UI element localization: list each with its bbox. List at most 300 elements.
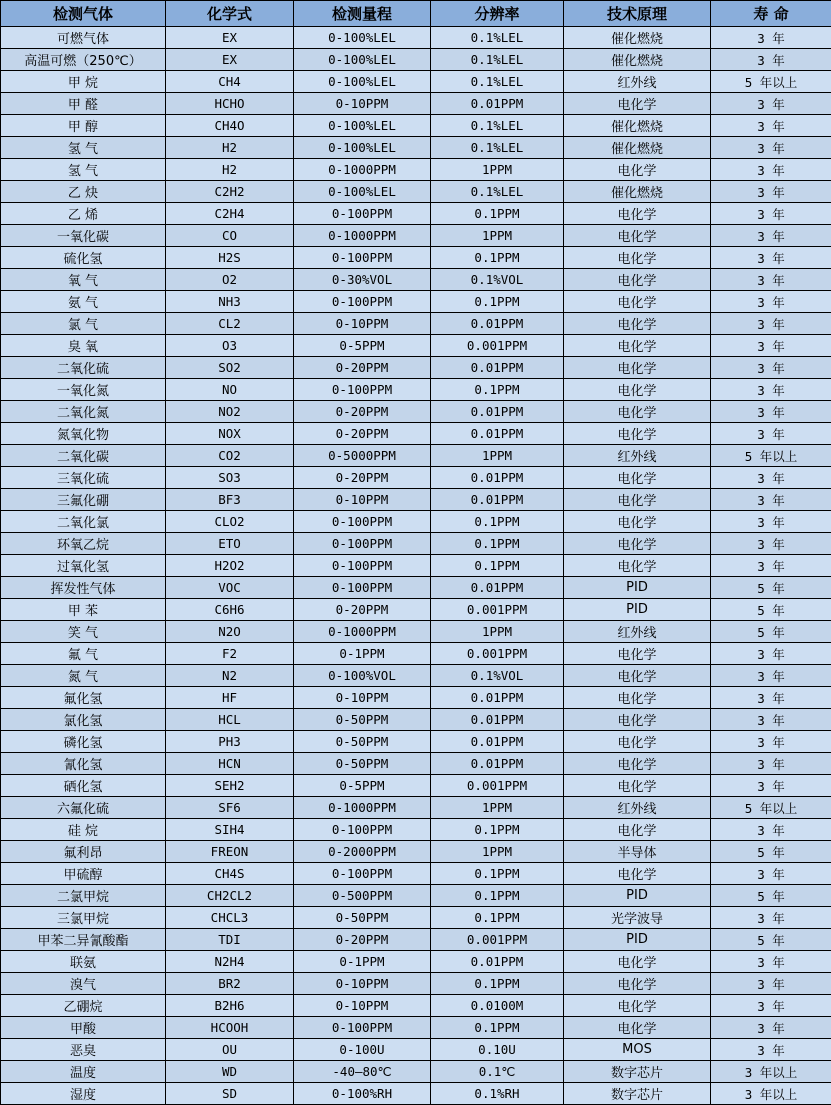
table-cell: SF6: [166, 797, 294, 819]
table-cell: 3 年: [711, 533, 831, 555]
table-cell: 0-10PPM: [294, 313, 431, 335]
table-cell: 电化学: [564, 753, 711, 775]
table-cell: 红外线: [564, 71, 711, 93]
table-row: [1, 511, 831, 533]
table-cell: H2: [166, 137, 294, 159]
table-cell: 0-10PPM: [294, 489, 431, 511]
table-cell: 0.10U: [431, 1039, 564, 1061]
table-cell: 电化学: [564, 269, 711, 291]
table-cell: HCN: [166, 753, 294, 775]
table-cell: 0-1000PPM: [294, 621, 431, 643]
table-cell: 0-50PPM: [294, 907, 431, 929]
column-header: 寿 命: [711, 1, 831, 27]
table-cell: 3 年: [711, 335, 831, 357]
table-header: [1, 1, 831, 27]
table-row: [1, 489, 831, 511]
table-row: [1, 753, 831, 775]
gas-name-cell: 联氨: [1, 951, 166, 973]
table-cell: ETO: [166, 533, 294, 555]
gas-name-cell: 氮氧化物: [1, 423, 166, 445]
table-cell: 0-20PPM: [294, 929, 431, 951]
table-cell: 电化学: [564, 335, 711, 357]
table-cell: OU: [166, 1039, 294, 1061]
table-cell: NOX: [166, 423, 294, 445]
table-cell: PID: [564, 885, 711, 907]
table-row: [1, 775, 831, 797]
table-cell: 电化学: [564, 819, 711, 841]
table-cell: CO: [166, 225, 294, 247]
gas-name-cell: 氧 气: [1, 269, 166, 291]
table-cell: NO2: [166, 401, 294, 423]
table-row: [1, 555, 831, 577]
table-row: [1, 973, 831, 995]
table-row: [1, 621, 831, 643]
table-cell: 电化学: [564, 643, 711, 665]
table-cell: 电化学: [564, 203, 711, 225]
gas-name-cell: 温度: [1, 1061, 166, 1083]
table-cell: 0-10PPM: [294, 973, 431, 995]
table-cell: 0-100PPM: [294, 291, 431, 313]
table-cell: 0-50PPM: [294, 753, 431, 775]
table-cell: 3 年: [711, 313, 831, 335]
table-cell: N2: [166, 665, 294, 687]
table-cell: VOC: [166, 577, 294, 599]
gas-name-cell: 二氯甲烷: [1, 885, 166, 907]
table-row: [1, 401, 831, 423]
table-cell: 0.01PPM: [431, 951, 564, 973]
table-cell: 0-20PPM: [294, 423, 431, 445]
table-cell: 0.1%LEL: [431, 49, 564, 71]
gas-name-cell: 甲苯二异氰酸酯: [1, 929, 166, 951]
table-cell: 3 年: [711, 291, 831, 313]
table-cell: CH4: [166, 71, 294, 93]
table-cell: B2H6: [166, 995, 294, 1017]
gas-name-cell: 甲 烷: [1, 71, 166, 93]
gas-name-cell: 二氧化氮: [1, 401, 166, 423]
table-cell: 0.1PPM: [431, 533, 564, 555]
table-cell: 0.1PPM: [431, 247, 564, 269]
table-cell: 0-5PPM: [294, 775, 431, 797]
table-cell: 0.1PPM: [431, 203, 564, 225]
table-row: [1, 819, 831, 841]
table-cell: SD: [166, 1083, 294, 1105]
table-cell: 0.01PPM: [431, 709, 564, 731]
gas-name-cell: 硫化氢: [1, 247, 166, 269]
table-cell: 0-20PPM: [294, 357, 431, 379]
table-cell: 电化学: [564, 995, 711, 1017]
table-cell: 3 年: [711, 137, 831, 159]
gas-name-cell: 臭 氧: [1, 335, 166, 357]
table-cell: 催化燃烧: [564, 27, 711, 49]
table-cell: 0.1PPM: [431, 973, 564, 995]
table-cell: N2O: [166, 621, 294, 643]
table-cell: CH2CL2: [166, 885, 294, 907]
table-cell: 0-100PPM: [294, 511, 431, 533]
table-cell: 红外线: [564, 797, 711, 819]
table-cell: 0-100PPM: [294, 819, 431, 841]
table-row: [1, 643, 831, 665]
table-cell: 3 年: [711, 159, 831, 181]
table-cell: 0-100PPM: [294, 555, 431, 577]
table-cell: CLO2: [166, 511, 294, 533]
gas-name-cell: 乙 炔: [1, 181, 166, 203]
table-cell: 3 年以上: [711, 1061, 831, 1083]
table-row: [1, 907, 831, 929]
table-cell: 0.1%LEL: [431, 71, 564, 93]
table-cell: BF3: [166, 489, 294, 511]
table-cell: 3 年: [711, 731, 831, 753]
table-cell: 3 年: [711, 489, 831, 511]
table-row: [1, 247, 831, 269]
gas-name-cell: 甲硫醇: [1, 863, 166, 885]
table-cell: 0.001PPM: [431, 643, 564, 665]
table-cell: 0-100PPM: [294, 379, 431, 401]
table-cell: 0-1PPM: [294, 951, 431, 973]
column-header: 技术原理: [564, 1, 711, 27]
table-cell: HCOOH: [166, 1017, 294, 1039]
table-cell: SEH2: [166, 775, 294, 797]
table-row: [1, 181, 831, 203]
table-cell: 催化燃烧: [564, 181, 711, 203]
table-cell: 3 年: [711, 423, 831, 445]
table-cell: 3 年: [711, 247, 831, 269]
gas-name-cell: 乙 烯: [1, 203, 166, 225]
table-row: [1, 313, 831, 335]
gas-name-cell: 甲 醇: [1, 115, 166, 137]
table-cell: 1PPM: [431, 225, 564, 247]
table-cell: O2: [166, 269, 294, 291]
table-cell: 电化学: [564, 489, 711, 511]
table-cell: 5 年: [711, 577, 831, 599]
table-cell: 3 年: [711, 93, 831, 115]
table-cell: 5 年: [711, 599, 831, 621]
table-cell: 半导体: [564, 841, 711, 863]
table-cell: 3 年: [711, 511, 831, 533]
table-cell: 5 年: [711, 885, 831, 907]
table-cell: 0-1PPM: [294, 643, 431, 665]
table-cell: 光学波导: [564, 907, 711, 929]
table-cell: 3 年: [711, 819, 831, 841]
table-cell: 0-1000PPM: [294, 225, 431, 247]
table-cell: SO3: [166, 467, 294, 489]
gas-name-cell: 氯化氢: [1, 709, 166, 731]
gas-name-cell: 恶臭: [1, 1039, 166, 1061]
table-cell: H2S: [166, 247, 294, 269]
table-cell: WD: [166, 1061, 294, 1083]
table-cell: 1PPM: [431, 621, 564, 643]
table-cell: 0-10PPM: [294, 93, 431, 115]
table-cell: 0.01PPM: [431, 577, 564, 599]
table-cell: PID: [564, 929, 711, 951]
table-row: [1, 71, 831, 93]
table-cell: 0.01PPM: [431, 423, 564, 445]
table-cell: 0-100PPM: [294, 203, 431, 225]
gas-name-cell: 甲 醛: [1, 93, 166, 115]
table-cell: 电化学: [564, 423, 711, 445]
table-row: [1, 159, 831, 181]
table-row: [1, 731, 831, 753]
table-cell: 0.001PPM: [431, 335, 564, 357]
table-cell: CH4S: [166, 863, 294, 885]
table-cell: 0-500PPM: [294, 885, 431, 907]
table-cell: 电化学: [564, 225, 711, 247]
table-cell: 电化学: [564, 401, 711, 423]
table-cell: 0.1PPM: [431, 1017, 564, 1039]
table-row: [1, 951, 831, 973]
table-row: [1, 1083, 831, 1105]
column-header: 检测量程: [294, 1, 431, 27]
table-cell: 电化学: [564, 313, 711, 335]
table-cell: 3 年: [711, 775, 831, 797]
gas-name-cell: 氟 气: [1, 643, 166, 665]
table-cell: 0.1PPM: [431, 819, 564, 841]
table-cell: 电化学: [564, 687, 711, 709]
table-row: [1, 863, 831, 885]
table-cell: C2H2: [166, 181, 294, 203]
table-cell: 0.01PPM: [431, 357, 564, 379]
table-cell: 5 年: [711, 621, 831, 643]
table-row: [1, 269, 831, 291]
gas-name-cell: 三氟化硼: [1, 489, 166, 511]
table-row: [1, 1039, 831, 1061]
table-cell: 0-20PPM: [294, 467, 431, 489]
table-cell: 1PPM: [431, 841, 564, 863]
table-cell: 3 年: [711, 863, 831, 885]
table-cell: 0.1PPM: [431, 511, 564, 533]
table-cell: 电化学: [564, 511, 711, 533]
table-cell: 0-100PPM: [294, 863, 431, 885]
table-cell: CHCL3: [166, 907, 294, 929]
table-cell: CO2: [166, 445, 294, 467]
table-cell: NH3: [166, 291, 294, 313]
table-row: [1, 93, 831, 115]
table-cell: 3 年: [711, 1017, 831, 1039]
table-cell: 0.01PPM: [431, 313, 564, 335]
column-header: 检测气体: [1, 1, 166, 27]
table-cell: 电化学: [564, 951, 711, 973]
table-cell: N2H4: [166, 951, 294, 973]
table-cell: 3 年: [711, 973, 831, 995]
table-cell: 3 年: [711, 181, 831, 203]
table-cell: 0.01PPM: [431, 467, 564, 489]
table-cell: 0-100PPM: [294, 247, 431, 269]
table-cell: 催化燃烧: [564, 49, 711, 71]
table-cell: C6H6: [166, 599, 294, 621]
table-cell: PID: [564, 599, 711, 621]
table-cell: BR2: [166, 973, 294, 995]
gas-name-cell: 二氧化碳: [1, 445, 166, 467]
table-cell: 1PPM: [431, 445, 564, 467]
table-cell: 3 年: [711, 643, 831, 665]
column-header: 分辨率: [431, 1, 564, 27]
gas-name-cell: 笑 气: [1, 621, 166, 643]
table-row: [1, 577, 831, 599]
table-cell: 3 年: [711, 555, 831, 577]
table-cell: CL2: [166, 313, 294, 335]
table-cell: 电化学: [564, 1017, 711, 1039]
table-row: [1, 203, 831, 225]
table-cell: 电化学: [564, 775, 711, 797]
table-row: [1, 885, 831, 907]
table-row: [1, 665, 831, 687]
table-cell: 3 年: [711, 379, 831, 401]
column-header: 化学式: [166, 1, 294, 27]
table-row: [1, 137, 831, 159]
table-cell: 5 年以上: [711, 445, 831, 467]
table-cell: 催化燃烧: [564, 137, 711, 159]
gas-name-cell: 可燃气体: [1, 27, 166, 49]
table-cell: 3 年: [711, 225, 831, 247]
table-cell: 3 年: [711, 951, 831, 973]
gas-name-cell: 氰化氢: [1, 753, 166, 775]
table-cell: 0-100%LEL: [294, 137, 431, 159]
table-cell: 0-100%LEL: [294, 49, 431, 71]
table-cell: 0-100PPM: [294, 1017, 431, 1039]
table-cell: 1PPM: [431, 797, 564, 819]
table-cell: 3 年: [711, 401, 831, 423]
table-cell: 3 年: [711, 357, 831, 379]
table-cell: TDI: [166, 929, 294, 951]
table-cell: 0.0100M: [431, 995, 564, 1017]
header-row: [1, 1, 831, 27]
table-cell: FREON: [166, 841, 294, 863]
table-cell: EX: [166, 27, 294, 49]
table-row: [1, 225, 831, 247]
table-cell: 3 年: [711, 753, 831, 775]
table-cell: 0-100U: [294, 1039, 431, 1061]
table-cell: 3 年: [711, 49, 831, 71]
table-cell: O3: [166, 335, 294, 357]
table-cell: 电化学: [564, 665, 711, 687]
table-cell: 0-100PPM: [294, 533, 431, 555]
table-cell: 3 年: [711, 467, 831, 489]
table-cell: 0-100%VOL: [294, 665, 431, 687]
table-row: [1, 1017, 831, 1039]
table-cell: 电化学: [564, 533, 711, 555]
table-cell: 0.01PPM: [431, 401, 564, 423]
gas-name-cell: 氟化氢: [1, 687, 166, 709]
table-cell: 0.001PPM: [431, 929, 564, 951]
table-cell: 0-100%LEL: [294, 115, 431, 137]
gas-name-cell: 氟利昂: [1, 841, 166, 863]
table-row: [1, 379, 831, 401]
table-cell: 0-100%LEL: [294, 27, 431, 49]
table-row: [1, 357, 831, 379]
table-cell: HF: [166, 687, 294, 709]
table-cell: 电化学: [564, 709, 711, 731]
table-cell: 0-10PPM: [294, 687, 431, 709]
table-cell: 5 年: [711, 841, 831, 863]
table-cell: 0.1PPM: [431, 885, 564, 907]
gas-name-cell: 溴气: [1, 973, 166, 995]
table-row: [1, 709, 831, 731]
table-cell: 0.1%LEL: [431, 181, 564, 203]
table-row: [1, 533, 831, 555]
table-cell: 5 年以上: [711, 797, 831, 819]
table-cell: 电化学: [564, 357, 711, 379]
gas-name-cell: 环氧乙烷: [1, 533, 166, 555]
table-cell: 0-20PPM: [294, 599, 431, 621]
table-cell: 0.1%LEL: [431, 27, 564, 49]
table-cell: HCHO: [166, 93, 294, 115]
gas-name-cell: 高温可燃（250℃）: [1, 49, 166, 71]
table-row: [1, 291, 831, 313]
table-cell: -40—80℃: [294, 1061, 431, 1083]
table-cell: 0.1PPM: [431, 863, 564, 885]
table-cell: 5 年: [711, 929, 831, 951]
table-cell: 0.1PPM: [431, 555, 564, 577]
table-cell: 0.1PPM: [431, 291, 564, 313]
table-cell: 0.1PPM: [431, 907, 564, 929]
table-cell: HCL: [166, 709, 294, 731]
table-cell: PH3: [166, 731, 294, 753]
table-cell: 3 年: [711, 115, 831, 137]
table-cell: 3 年: [711, 203, 831, 225]
gas-name-cell: 氢 气: [1, 137, 166, 159]
table-cell: 0-1000PPM: [294, 797, 431, 819]
table-cell: 电化学: [564, 379, 711, 401]
table-cell: 0-20PPM: [294, 401, 431, 423]
table-row: [1, 423, 831, 445]
table-cell: 0.1%VOL: [431, 665, 564, 687]
table-cell: 电化学: [564, 731, 711, 753]
table-row: [1, 467, 831, 489]
table-cell: H2: [166, 159, 294, 181]
table-cell: 3 年: [711, 709, 831, 731]
table-cell: 1PPM: [431, 159, 564, 181]
table-cell: 0.01PPM: [431, 93, 564, 115]
table-cell: 0.1%RH: [431, 1083, 564, 1105]
table-cell: 3 年: [711, 907, 831, 929]
table-cell: 0-30%VOL: [294, 269, 431, 291]
table-cell: EX: [166, 49, 294, 71]
table-cell: 电化学: [564, 863, 711, 885]
gas-name-cell: 硒化氢: [1, 775, 166, 797]
table-cell: 数字芯片: [564, 1083, 711, 1105]
table-row: [1, 797, 831, 819]
table-row: [1, 335, 831, 357]
table-cell: 0.01PPM: [431, 687, 564, 709]
table-row: [1, 445, 831, 467]
table-cell: MOS: [564, 1039, 711, 1061]
gas-name-cell: 甲 苯: [1, 599, 166, 621]
gas-name-cell: 磷化氢: [1, 731, 166, 753]
table-cell: 0.01PPM: [431, 753, 564, 775]
table-cell: 0.01PPM: [431, 731, 564, 753]
table-cell: 0-100%LEL: [294, 71, 431, 93]
table-row: [1, 995, 831, 1017]
gas-name-cell: 一氧化碳: [1, 225, 166, 247]
gas-name-cell: 二氧化氯: [1, 511, 166, 533]
gas-name-cell: 硅 烷: [1, 819, 166, 841]
table-cell: 电化学: [564, 467, 711, 489]
gas-name-cell: 氨 气: [1, 291, 166, 313]
table-cell: 数字芯片: [564, 1061, 711, 1083]
gas-name-cell: 三氧化硫: [1, 467, 166, 489]
table-cell: 5 年以上: [711, 71, 831, 93]
table-cell: SO2: [166, 357, 294, 379]
table-cell: 0.001PPM: [431, 775, 564, 797]
table-cell: 红外线: [564, 445, 711, 467]
table-cell: 0-1000PPM: [294, 159, 431, 181]
table-cell: 0.1%VOL: [431, 269, 564, 291]
gas-name-cell: 甲酸: [1, 1017, 166, 1039]
table-cell: 电化学: [564, 291, 711, 313]
table-row: [1, 841, 831, 863]
gas-name-cell: 挥发性气体: [1, 577, 166, 599]
gas-name-cell: 氮 气: [1, 665, 166, 687]
table-cell: 0-100PPM: [294, 577, 431, 599]
